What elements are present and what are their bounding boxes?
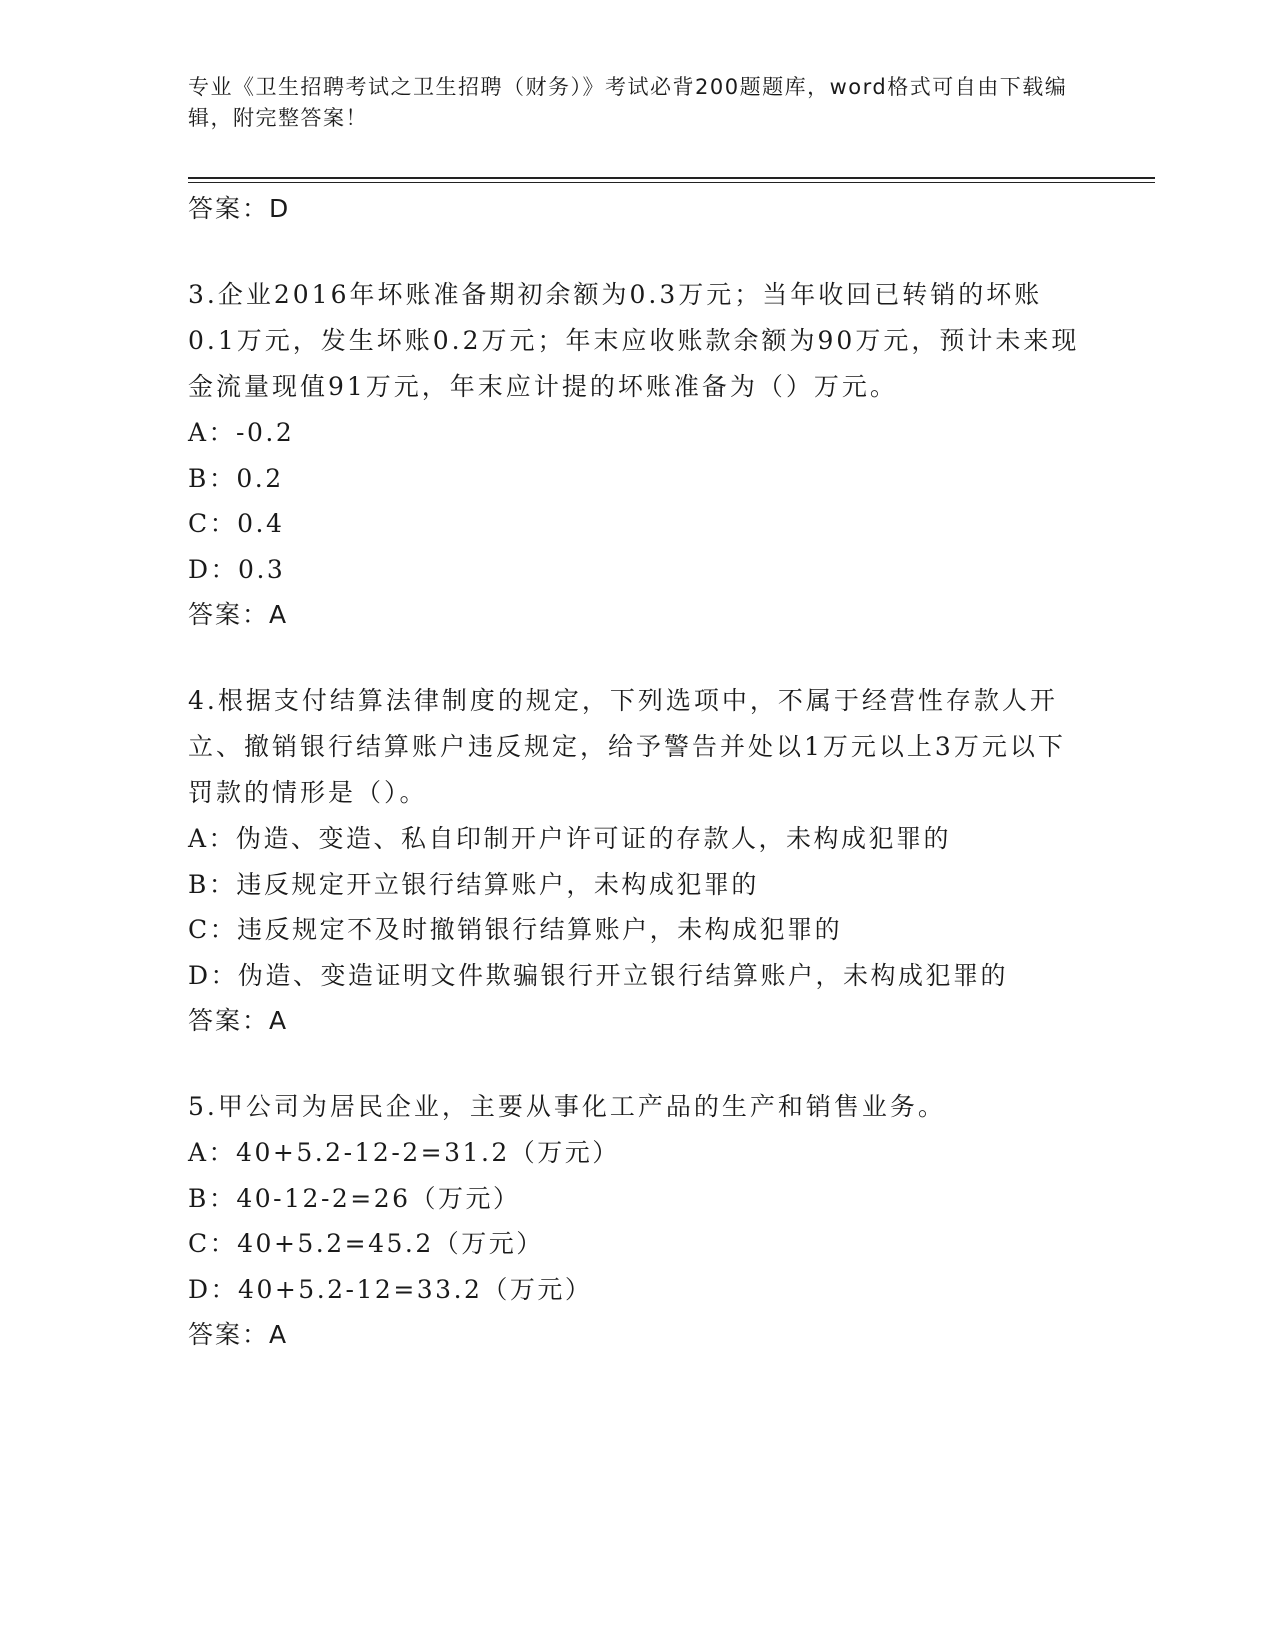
option-a: A：40+5.2-12-2=31.2（万元） <box>188 1138 620 1167</box>
question-text: 3.企业2016年坏账准备期初余额为0.3万元；当年收回已转销的坏账0.1万元，发生坏账0.2万元；年末应收账款余额为90万元，预计未来现金流量现值91万元，年末应计提的坏账准备为（）万元。 <box>188 280 1080 401</box>
option-a: A：-0.2 <box>188 418 295 447</box>
question-text: 4.根据支付结算法律制度的规定，下列选项中，不属于经营性存款人开立、撤销银行结算账户违反规定，给予警告并处以1万元以上3万元以下罚款的情形是（）。 <box>188 686 1066 807</box>
option-d: D：伪造、变造证明文件欺骗银行开立银行结算账户，未构成犯罪的 <box>188 960 1009 990</box>
option-b: B：0.2 <box>188 463 284 493</box>
option-b: B：违反规定开立银行结算账户，未构成犯罪的 <box>188 869 759 899</box>
question-block <box>188 678 1088 1044</box>
option-b: B：40-12-2=26（万元） <box>188 1183 521 1213</box>
option-c: C：0.4 <box>188 509 285 538</box>
question-text: 5.甲公司为居民企业，主要从事化工产品的生产和销售业务。 <box>188 1092 946 1121</box>
option-a: A：伪造、变造、私自印制开户许可证的存款人，未构成犯罪的 <box>188 824 952 853</box>
answer-line: 答案：A <box>188 600 289 629</box>
header-divider-thin <box>188 182 1155 183</box>
question-block <box>188 1084 1088 1358</box>
option-d: D：0.3 <box>188 554 286 584</box>
page-header: 专业《卫生招聘考试之卫生招聘（财务）》考试必背200题题库，word格式可自由下载编辑，附完整答案！ <box>188 75 1068 130</box>
question-content <box>188 186 1088 1358</box>
option-c: C：违反规定不及时撤销银行结算账户，未构成犯罪的 <box>188 915 843 944</box>
option-d: D：40+5.2-12=33.2（万元） <box>188 1274 593 1304</box>
question-block <box>188 272 1088 638</box>
answer-line: 答案：D <box>188 194 291 223</box>
answer-line: 答案：A <box>188 1320 289 1349</box>
option-c: C：40+5.2=45.2（万元） <box>188 1229 544 1258</box>
answer-line: 答案：A <box>188 1006 289 1035</box>
header-divider <box>188 177 1155 179</box>
